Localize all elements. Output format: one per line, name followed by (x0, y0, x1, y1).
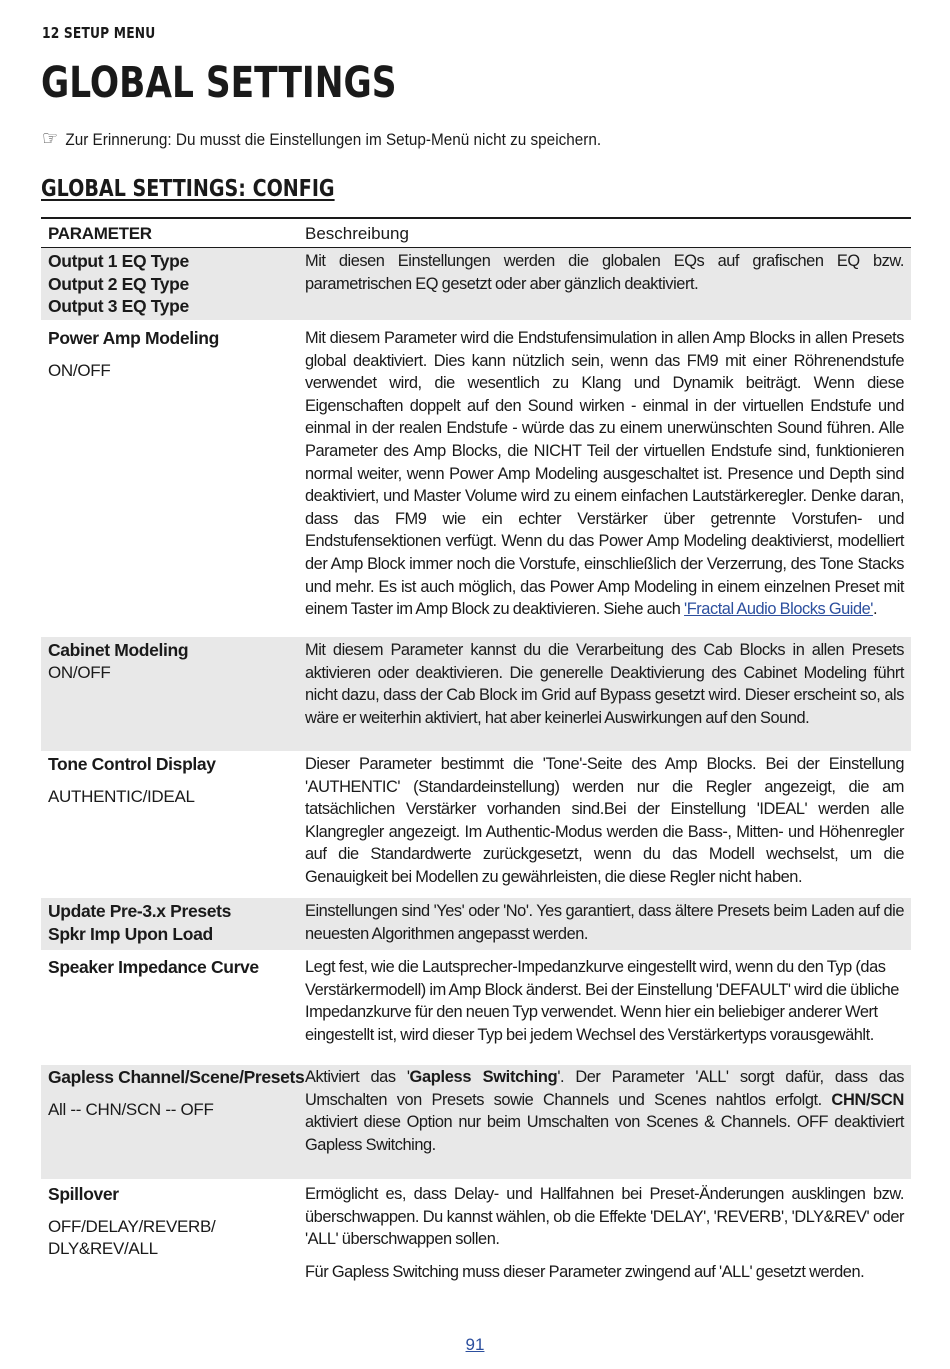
description-text: '. Der Parameter 'ALL' sorgt dafür, dass das Umschalten von Presets sowie Channels und Scenes nahtlos erfolgt. (305, 1068, 905, 1109)
parameter-cell (41, 752, 298, 898)
parameter-description: Mit diesen Einstellungen werden die globalen EQs auf grafischen EQ bzw. parametrischen EQ gesetzt oder aber gänzlich deaktiviert. (305, 252, 904, 293)
description-text: aktiviert diese Option nur beim Umschalten von Scenes & Channels. OFF deaktiviert Gapless Switching. (305, 1113, 904, 1154)
table-row (41, 1065, 911, 1179)
table-row (41, 1179, 911, 1287)
parameter-description (305, 1066, 904, 1156)
settings-table (41, 217, 911, 1287)
parameter-values: OFF/DELAY/REVERB/ DLY&REV/ALL (48, 1216, 216, 1259)
parameter-description: Legt fest, wie die Lautsprecher-Impedanzkurve eingestellt wird, wenn du den Typ (das Verstärkermodell) im Amp Block änderst. Bei der Einstellung 'DEFAULT' wird die übliche Impedanzkurve für den neuen Typ verwendet. Wenn hier ein beliebiger anderer Wert eingestellt ist, wird dieser Typ bei jedem Wechsel des Verstärkertyps vorausgewählt. (305, 958, 899, 1044)
section-label: 12 SETUP MENU (42, 24, 156, 42)
table-row (41, 320, 911, 637)
parameter-description: Dieser Parameter bestimmt die 'Tone'-Seite des Amp Blocks. Bei der Einstellung 'AUTHENTIC' (Standardeinstellung) werden nur die Regler angezeigt, die am tatsächlichen Verstärker vorhanden sind.Bei der Einstellung 'IDEAL' werden alle Klangregler angezeigt. Im Authentic-Modus werden die Bass-, Mitten- und Höhenregler auf die Standardwerte zurückgesetzt, wenn du das Modell wechselst, um die Genauigkeit bei Modellen zu gewährleisten, die diese Regler nicht haben. (305, 755, 904, 886)
pointing-hand-icon: ☞ (42, 126, 59, 150)
parameter-cell (41, 899, 298, 950)
parameter-name: Gapless Channel/Scene/Presets (48, 1067, 305, 1087)
parameter-description: Für Gapless Switching muss dieser Parameter zwingend auf 'ALL' gesetzt werden. (305, 1262, 865, 1281)
table-row (41, 898, 911, 950)
description-cell (298, 752, 911, 898)
table-row (41, 637, 911, 751)
parameter-name: Output 2 EQ Type (48, 273, 189, 294)
table-row (41, 248, 911, 320)
parameter-name: Tone Control Display (48, 754, 216, 774)
blocks-guide-link[interactable]: 'Fractal Audio Blocks Guide' (684, 600, 873, 619)
description-text: Mit diesem Parameter wird die Endstufensimulation in allen Amp Blocks in allen Presets global deaktiviert. Dies kann nützlich sein, wenn das FM9 mit einer Röhrenendstufe verwendet wird, die wesentlich zu Klang und Dynamik beiträgt. Wenn diese Eigenschaften doppelt auf den Sound wirken - einmal in der virtuellen Endstufe und einmal in der realen Endstufe - würde das zu einem unerwünschten Sound führen. Alle Parameter des Amp Blocks, die NICHT Teil der virtuellen Endstufe sind, funktionieren normal weiter, wenn Power Amp Modeling ausgeschaltet ist. Presence und Depth sind deaktiviert, und Master Volume wird zu einem einfachen Lautstärkeregler. Denke daran, dass das FM9 wie ein echter Verstärker über getrennte Vorstufen- und Endstufensektionen verfügt. Wenn du das Power Amp Modeling deaktivierst, modelliert der Amp Block immer noch die Vorstufe, einschließlich der Verzerrung, des Tone Stacks und mehr. Es ist auch möglich, das Power Amp Modeling in einem einzelnen Preset mit einem Taster im Amp Block zu deaktivieren. Siehe auch (305, 329, 904, 619)
parameter-cell (41, 249, 298, 320)
description-cell (298, 899, 911, 950)
parameter-name: Cabinet Modeling (48, 640, 189, 660)
section-subtitle: GLOBAL SETTINGS: CONFIG (41, 176, 335, 202)
parameter-cell (41, 1182, 298, 1287)
parameter-description: Mit diesem Parameter kannst du die Verarbeitung des Cab Blocks in allen Presets aktivieren oder deaktivieren. Die generelle Deaktivierung des Cabinet Modeling führt nicht dazu, dass der Cab Block im Grid auf Bypass gesetzt wird. Dieser erscheint so, als wäre er weiterhin aktiviert, hat aber keinerlei Auswirkungen auf den Sound. (305, 641, 904, 727)
table-row (41, 950, 911, 1065)
reminder-note (42, 127, 601, 151)
parameter-name: Speaker Impedance Curve (48, 957, 259, 977)
parameter-name: Output 3 EQ Type (48, 296, 189, 317)
parameter-values: AUTHENTIC/IDEAL (48, 786, 195, 806)
parameter-name: Spkr Imp Upon Load (48, 923, 213, 944)
parameter-description (305, 327, 904, 621)
parameter-cell (41, 955, 298, 1065)
parameter-cell (41, 326, 298, 637)
page-number: 91 (465, 1335, 485, 1354)
parameter-name: Update Pre-3.x Presets (48, 901, 231, 921)
parameter-values: ON/OFF (48, 662, 111, 682)
description-cell (298, 955, 911, 1065)
parameter-name: Output 1 EQ Type (48, 251, 189, 271)
parameter-values: All -- CHN/SCN -- OFF (48, 1099, 214, 1119)
col-description-header: Beschreibung (305, 223, 409, 243)
chn-scn-term: CHN/SCN (831, 1090, 904, 1109)
parameter-description: Einstellungen sind 'Yes' oder 'No'. Yes garantiert, dass ältere Presets beim Laden auf die neuesten Algorithmen angepasst werden. (305, 902, 904, 943)
parameter-cell (41, 1065, 305, 1179)
description-cell (298, 638, 911, 751)
gapless-switching-term: Gapless Switching (409, 1068, 558, 1086)
description-cell (298, 326, 911, 637)
description-end: . (873, 600, 878, 619)
parameter-cell (41, 638, 298, 751)
parameter-values: ON/OFF (48, 360, 111, 380)
parameter-name: Power Amp Modeling (48, 328, 219, 348)
description-text: Aktiviert das ' (305, 1068, 410, 1086)
reminder-text: Zur Erinnerung: Du musst die Einstellungen im Setup-Menü nicht zu speichern. (65, 130, 602, 149)
parameter-description: Ermöglicht es, dass Delay- und Hallfahnen bei Preset-Änderungen ausklingen bzw. überschwappen. Du kannst wählen, ob die Effekte 'DELAY', 'REVERB', 'DLY&REV' oder 'ALL' überschwappen sollen. (305, 1185, 904, 1249)
description-cell (298, 1182, 911, 1287)
description-cell (298, 1065, 911, 1179)
table-row (41, 751, 911, 898)
page-title: GLOBAL SETTINGS (41, 58, 397, 108)
col-parameter-header: PARAMETER (48, 223, 152, 243)
parameter-name: Spillover (48, 1184, 119, 1204)
description-cell (298, 249, 911, 320)
table-header (41, 219, 911, 248)
